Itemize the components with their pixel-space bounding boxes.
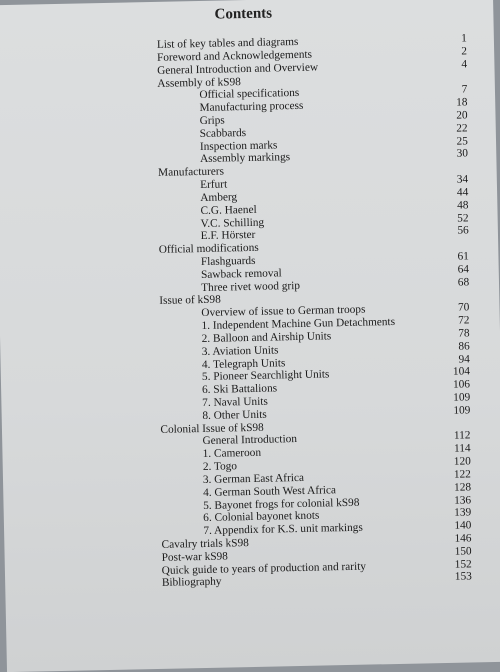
toc-entry-label: 7. Naval Units	[202, 395, 268, 410]
toc-entry-label: 2. Togo	[202, 460, 238, 474]
toc-entry-label: Amberg	[200, 191, 238, 204]
toc-entry-label: Manufacturing process	[199, 99, 304, 115]
toc-entry-page-number: 94	[458, 352, 471, 366]
toc-entry-page-number: 114	[453, 442, 471, 455]
toc-entry-page-number: 112	[453, 429, 471, 443]
toc-entry-label: Manufacturers	[157, 165, 225, 180]
toc-entry-page-number: 120	[453, 455, 471, 468]
toc-entry-label: 5. Bayonet frogs for colonial kS98	[203, 496, 360, 512]
toc-entry-label: Three rivet wood grip	[201, 279, 301, 294]
toc-entry-label: V.C. Schilling	[200, 216, 265, 230]
toc-entry-page-number: 48	[457, 199, 469, 212]
toc-entry-page-number: 140	[454, 519, 472, 532]
toc-entry-label: 7. Appendix for K.S. unit markings	[203, 521, 363, 538]
toc-entry-page-number: 1	[461, 32, 467, 45]
toc-entry-page-number: 139	[454, 506, 472, 520]
toc-entry-page-number: 150	[454, 545, 472, 558]
toc-entry-page-number: 72	[458, 314, 470, 327]
toc-entry-label: 1. Cameroon	[202, 446, 262, 461]
toc-entry-page-number: 34	[456, 173, 469, 186]
toc-entry-label: Post-war kS98	[161, 550, 229, 564]
toc-entry-page-number: 64	[457, 263, 470, 276]
toc-entry-page-number: 52	[457, 211, 469, 225]
toc-entry-label: Erfurt	[200, 178, 228, 192]
toc-entry-page-number: 44	[456, 186, 469, 199]
toc-entry-page-number: 7	[461, 83, 468, 96]
toc-entry-page-number: 109	[453, 391, 471, 404]
toc-entry-page-number: 109	[453, 404, 471, 417]
toc-entry-page-number: 153	[454, 570, 472, 584]
toc-entry-label: Quick guide to years of production and rarity	[161, 560, 367, 577]
toc-entry-page-number: 2	[461, 45, 468, 58]
toc-entry-label: 2. Balloon and Airship Units	[201, 330, 332, 345]
toc-entry-label: Issue of kS98	[159, 293, 221, 308]
toc-entry-page-number: 68	[457, 275, 470, 289]
toc-entry-page-number: 106	[452, 378, 471, 391]
toc-entry-label: 4. Telegraph Units	[201, 356, 286, 371]
toc-entry-label: E.F. Hörster	[200, 229, 256, 243]
toc-entry-page-number: 18	[456, 96, 468, 109]
toc-entry-page-number: 70	[457, 301, 470, 314]
toc-entry-page-number: 128	[453, 481, 472, 494]
toc-entry-label: Overview of issue to German troops	[201, 303, 366, 320]
toc-entry-page-number: 104	[452, 365, 471, 379]
toc-entry-label: Cavalry trials kS98	[161, 537, 249, 551]
toc-entry-label: 6. Colonial bayonet knots	[203, 509, 320, 525]
toc-entry-label: List of key tables and diagrams	[156, 35, 299, 51]
page-title: Contents	[214, 5, 273, 23]
toc-entry-label: 3. German East Africa	[202, 471, 305, 486]
toc-entry-page-number: 78	[458, 327, 470, 340]
toc-entry-page-number: 146	[454, 532, 472, 545]
toc-entry-label: Grips	[199, 114, 225, 127]
toc-entry-label: 8. Other Units	[202, 408, 267, 422]
toc-entry-label: 3. Aviation Units	[201, 344, 279, 358]
toc-entry-label: Foreword and Acknowledgements	[156, 48, 313, 64]
toc-entry-label: Sawback removal	[200, 267, 282, 281]
toc-entry-label: Assembly of kS98	[157, 75, 241, 90]
toc-entry-page-number: 136	[454, 493, 472, 507]
toc-entry-label: Assembly markings	[199, 151, 291, 166]
toc-entry-page-number: 25	[456, 134, 468, 148]
toc-entry-label: Scabbards	[199, 126, 247, 140]
toc-entry-label: General Introduction and Overview	[157, 61, 319, 77]
toc-entry-label: 1. Independent Machine Gun Detachments	[201, 315, 396, 333]
toc-entry-page-number: 22	[456, 122, 468, 135]
toc-entry-label: Flashguards	[200, 254, 256, 268]
toc-entry-label: General Introduction	[202, 433, 298, 448]
toc-entry-page-number: 61	[457, 250, 469, 263]
toc-entry-page-number: 152	[454, 558, 472, 571]
toc-entry-label: 4. German South West Africa	[202, 483, 337, 499]
toc-entry-page-number: 30	[456, 147, 469, 161]
toc-entry-page-number: 4	[461, 57, 468, 71]
toc-entry-page-number: 20	[456, 109, 468, 122]
toc-entry-page-number: 56	[457, 224, 469, 237]
toc-entry-page-number: 86	[458, 340, 470, 353]
toc-entry-label: Bibliography	[161, 576, 222, 590]
toc-entry-label: Inspection marks	[199, 138, 278, 153]
toc-entry-label: Colonial Issue of kS98	[160, 421, 264, 436]
toc-entry-label: C.G. Haenel	[200, 203, 257, 217]
toc-entry-label: Official modifications	[158, 241, 259, 256]
toc-entry-page-number: 122	[453, 468, 472, 481]
toc-entry-label: 6. Ski Battalions	[201, 382, 278, 397]
toc-entry-label: 5. Pioneer Searchlight Units	[201, 368, 330, 384]
toc-entry-label: Official specifications	[199, 87, 300, 102]
